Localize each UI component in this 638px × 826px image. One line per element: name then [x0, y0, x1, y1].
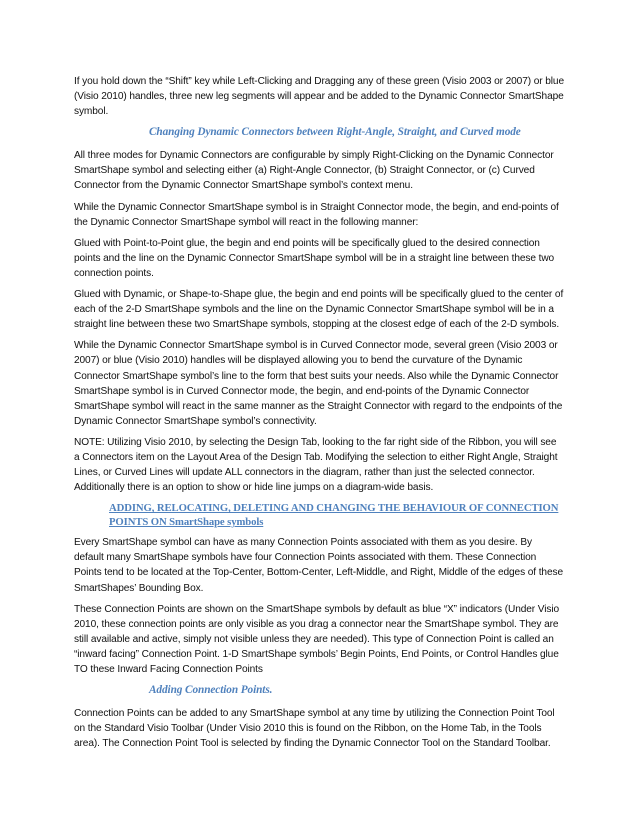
paragraph-inward-facing: These Connection Points are shown on the SmartShape symbols by default as blue “X” indicators (Under Visio 2010, these connection points are only visible as you drag a connector near the SmartShape symbol. They are still available and active, simply not visible unless they are needed). This type of Connection Point is called an “inward facing” Connection Point. 1-D SmartShape symbols’ Begin Points, End Points, or Control Handles glue TO these Inward Facing Connection Points — [74, 603, 560, 675]
heading-connection-points-text: ADDING, RELOCATING, DELETING AND CHANGING THE BEHAVIOUR OF CONNECTION POINTS ON SmartShape symbols — [109, 502, 559, 529]
paragraph-curved-mode: While the Dynamic Connector SmartShape symbol is in Curved Connector mode, several green (Visio 2003 or 2007) or blue (Visio 2010) handles will be displayed allowing you to bend the curvature of the Dynamic Connector SmartShape symbol’s line to the form that best suits your needs. Also while the Dynamic Connector SmartShape symbol is in Curved Connector mode, the begin, and end-points of the Dynamic Connector SmartShape symbol will react in the same manner as the Straight Connector with regard to the endpoints of the Dynamic Connector SmartShape symbol’s connectivity. — [74, 340, 563, 427]
paragraph-straight-mode: While the Dynamic Connector SmartShape symbol is in Straight Connector mode, the begin, and end-points of the Dynamic Connector SmartShape symbol will react in the following manner: — [74, 201, 559, 228]
heading-connection-points — [74, 501, 564, 529]
paragraph-shift-handles: If you hold down the “Shift” key while Left-Clicking and Dragging any of these green (Visio 2003 or 2007) or blue (Visio 2010) handles, three new leg segments will appear and be added to the Dynamic Connector SmartShape symbol. — [74, 76, 564, 118]
paragraph-three-modes: All three modes for Dynamic Connectors are configurable by simply Right-Clicking on the Dynamic Connector SmartShape symbol and selecting either (a) Right-Angle Connector, (b) Straight Connector, or (c) Curved Connector from the Dynamic Connector SmartShape symbol’s context menu. — [74, 150, 554, 192]
paragraph-note-visio-2010: NOTE: Utilizing Visio 2010, by selecting the Design Tab, looking to the far right side of the Ribbon, you will see a Connectors item on the Layout Area of the Design Tab. Modifying the selection to either Right Angle, Straight Lines, or Curved Lines will update ALL connectors in the diagram, rather than just the selected connector. Additionally there is an option to show or hide line jumps on a diagram-wide basis. — [74, 436, 558, 494]
heading-adding-connection-points: Adding Connection Points. — [149, 684, 273, 697]
paragraph-point-to-point: Glued with Point-to-Point glue, the begin and end points will be specifically glued to the desired connection points and the line on the Dynamic Connector SmartShape symbol will be in a straight line between these two connection points. — [74, 237, 555, 279]
paragraph-connection-point-tool: Connection Points can be added to any SmartShape symbol at any time by utilizing the Connection Point Tool on the Standard Visio Toolbar (Under Visio 2010 this is found on the Ribbon, on the Home Tab, in the Tools area). The Connection Point Tool is selected by finding the Dynamic Connector Tool on the Standard Toolbar. — [74, 708, 555, 750]
page-body — [74, 74, 564, 757]
paragraph-shape-to-shape: Glued with Dynamic, or Shape-to-Shape glue, the begin and end points will be specifically glued to the center of each of the 2-D SmartShape symbols and the line on the Dynamic Connector SmartShape symbol will be in a straight line between these two SmartShape symbols, stopping at the closest edge of each of the 2-D symbols. — [74, 289, 564, 331]
paragraph-connection-points-count: Every SmartShape symbol can have as many Connection Points associated with them as you desire. By default many SmartShape symbols have four Connection Points associated with them. These Connection Points tend to be located at the Top-Center, Bottom-Center, Left-Middle, and Right, Middle of the edges of these SmartShapes’ Bounding Box. — [74, 537, 563, 594]
heading-connector-modes: Changing Dynamic Connectors between Right-Angle, Straight, and Curved mode — [149, 126, 521, 139]
